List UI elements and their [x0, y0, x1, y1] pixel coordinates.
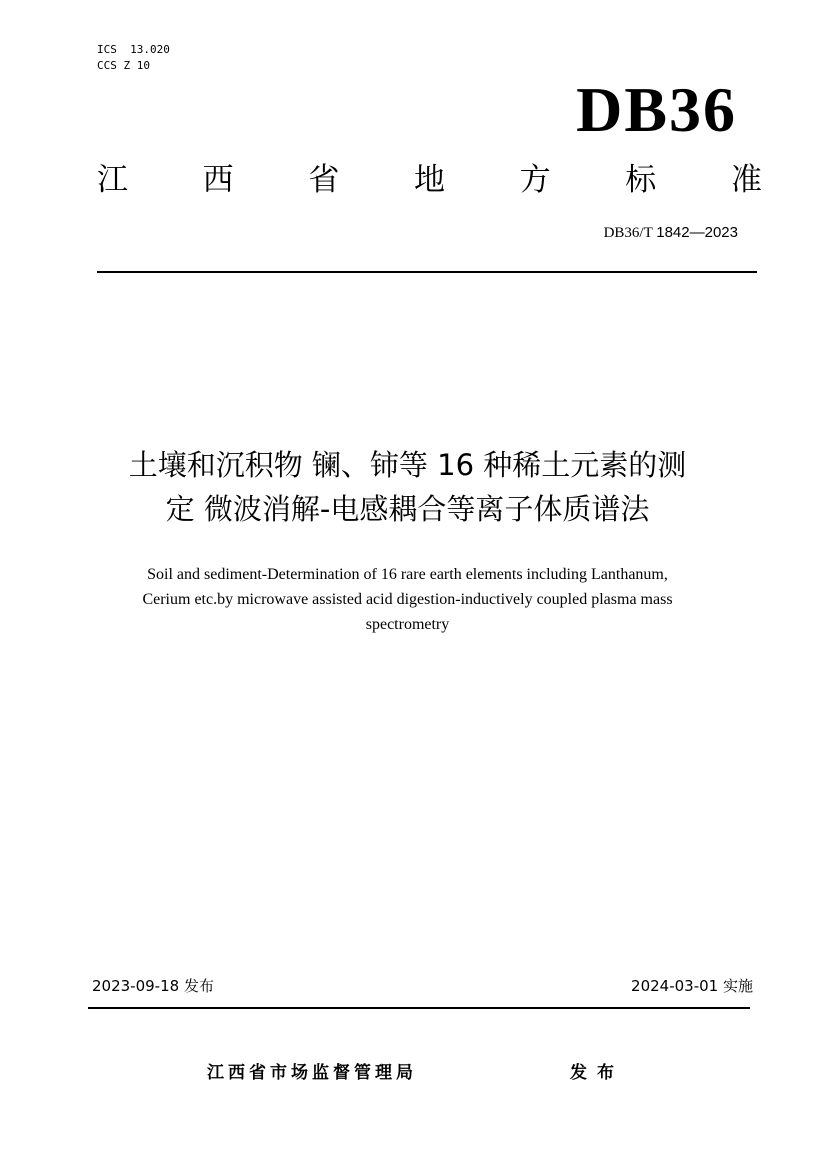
standard-type-heading	[97, 160, 762, 200]
issuing-authority: 江西省市场监督管理局	[207, 1063, 417, 1083]
standard-type-char: 江	[97, 162, 128, 198]
ccs-code: CCS Z 10	[97, 59, 150, 72]
standard-number-prefix: DB36/T	[603, 225, 657, 241]
issue-date: 2023-09-18 发布	[92, 977, 214, 995]
standard-type-char: 西	[202, 162, 234, 198]
chinese-title	[40, 443, 775, 531]
standard-number	[604, 224, 738, 242]
issue-label: 发布	[570, 1063, 624, 1083]
chinese-title-line-2: 定 微波消解-电感耦合等离子体质谱法	[165, 492, 650, 526]
standard-type-char: 准	[730, 162, 762, 198]
standard-type-char: 省	[308, 162, 340, 198]
top-divider	[97, 271, 757, 273]
bottom-divider	[88, 1007, 750, 1009]
english-title-line-2: Cerium etc.by microwave assisted acid digestion-inductively coupled plasma mass	[142, 591, 673, 608]
implementation-date: 2024-03-01 实施	[631, 977, 753, 995]
classification-codes	[97, 42, 170, 74]
db36-logo: DB36	[576, 74, 737, 145]
english-title-line-1: Soil and sediment-Determination of 16 rare earth elements including Lanthanum,	[147, 566, 668, 583]
standard-type-char: 地	[413, 162, 445, 198]
english-title-line-3: spectrometry	[365, 616, 450, 633]
english-title	[60, 562, 755, 637]
chinese-title-line-1: 土壤和沉积物 镧、铈等 16 种稀土元素的测	[128, 448, 687, 482]
ics-code: ICS 13.020	[97, 43, 170, 56]
standard-number-value: 1842—2023	[656, 224, 738, 241]
standard-type-char: 方	[519, 162, 551, 198]
standard-type-char: 标	[625, 162, 657, 198]
